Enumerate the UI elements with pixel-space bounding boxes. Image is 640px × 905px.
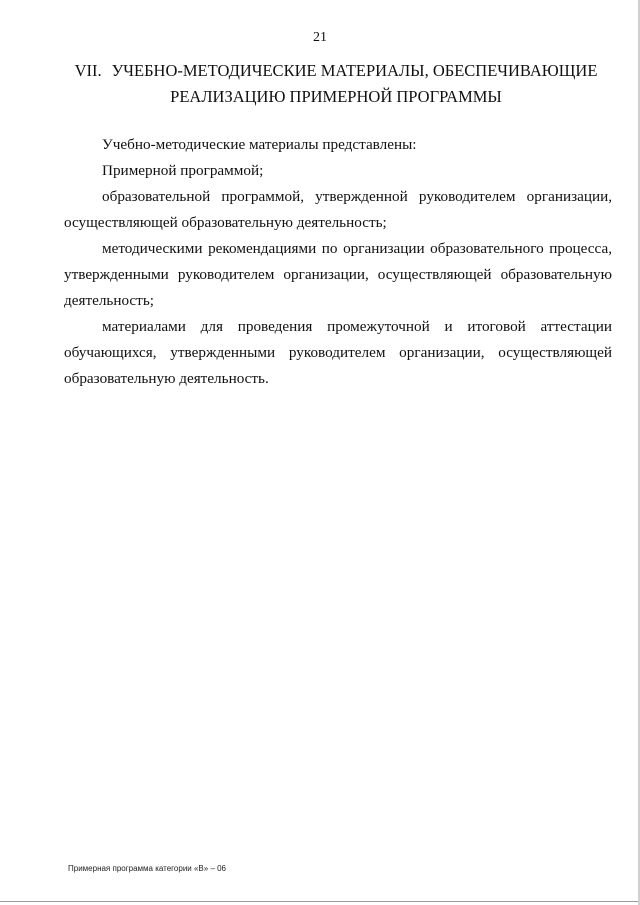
section-number: VII.: [74, 61, 102, 80]
paragraph-item-4: материалами для проведения промежуточной и итоговой аттестации обучающихся, утвержденными руководителем организации, осуществляющей образовательную деятельность.: [64, 318, 612, 387]
footer-note: Примерная программа категории «В» – 06: [68, 864, 227, 873]
section-title-part-1: УЧЕБНО-МЕТОДИЧЕСКИЕ МАТЕРИАЛЫ, ОБЕСПЕЧИВАЮЩИЕ: [111, 61, 598, 80]
paragraph-item-1: Примерной программой;: [102, 162, 264, 179]
bottom-edge-line: [0, 901, 640, 902]
paragraph-item-3: методическими рекомендациями по организации образовательного процесса, утвержденными руководителем организации, осуществляющей образовательную деятельность;: [64, 240, 612, 309]
body-text: [64, 132, 612, 392]
page-number: 21: [313, 30, 327, 45]
paragraph-item-2: образовательной программой, утвержденной руководителем организации, осуществляющей образовательную деятельность;: [64, 188, 612, 231]
section-heading: [64, 58, 608, 110]
paragraph-intro: Учебно-методические материалы представлены:: [102, 136, 417, 153]
section-heading-line-2: РЕАЛИЗАЦИЮ ПРИМЕРНОЙ ПРОГРАММЫ: [170, 87, 502, 106]
section-heading-line-1: [64, 58, 608, 84]
